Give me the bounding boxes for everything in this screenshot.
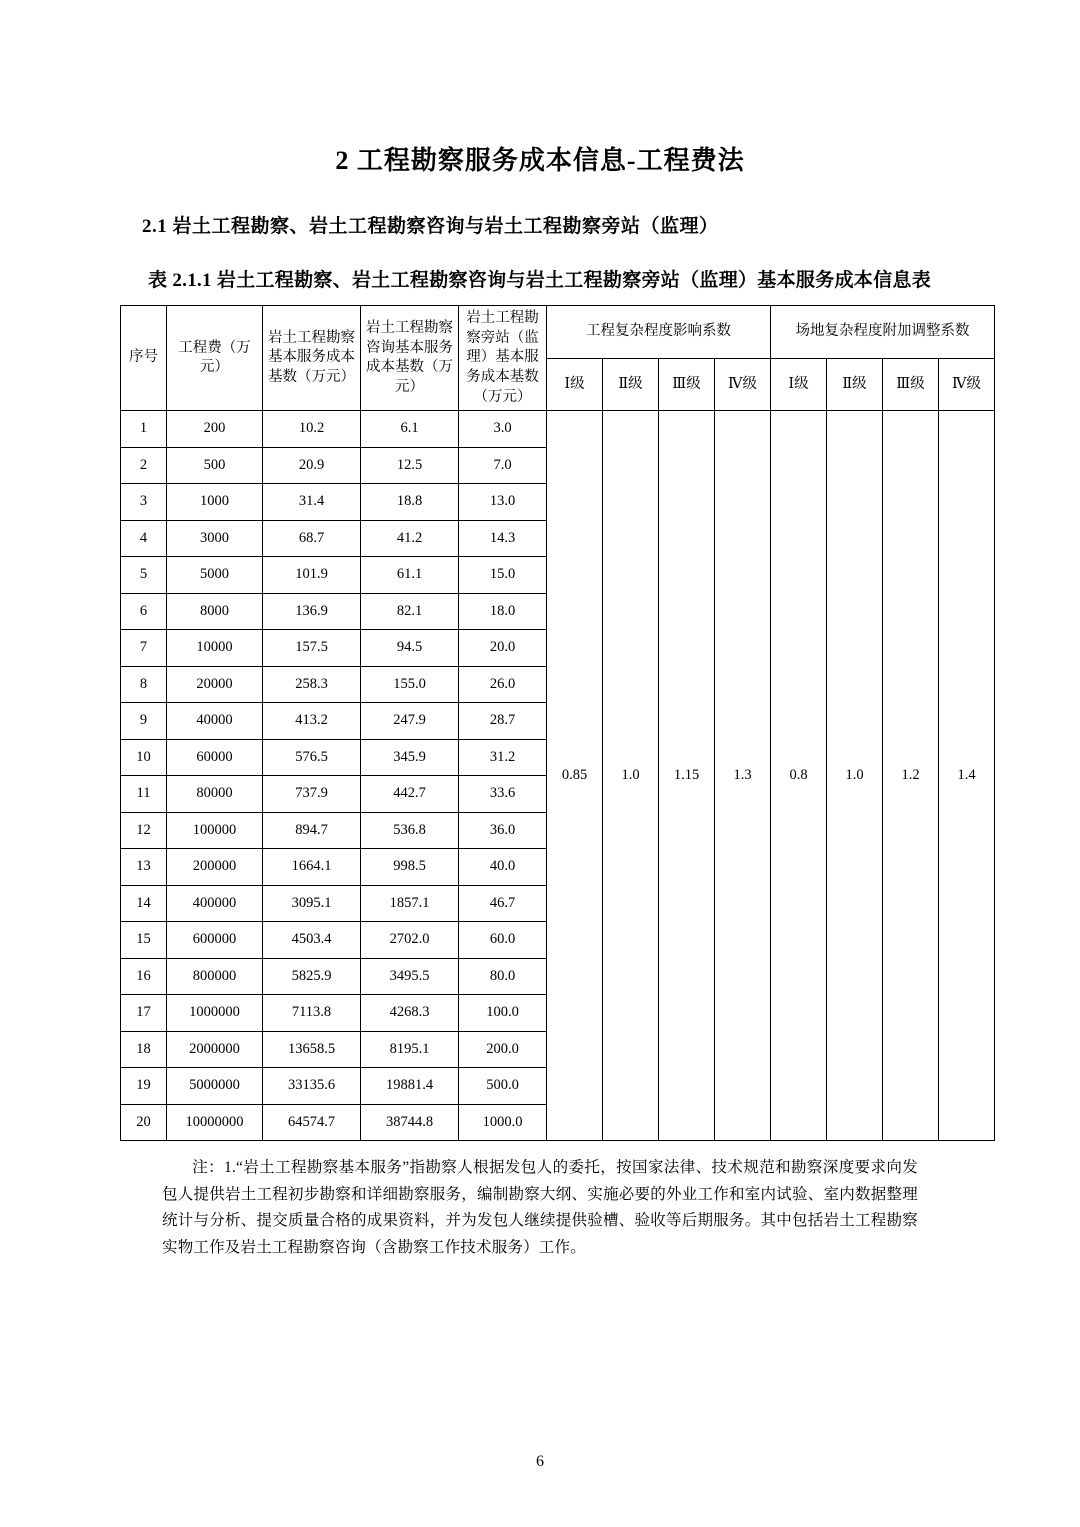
page-title: 2 工程勘察服务成本信息-工程费法: [335, 146, 745, 175]
header-base-survey: 岩土工程勘察基本服务成本基数（万元）: [263, 306, 361, 411]
cell-fee: 5000000: [167, 1068, 263, 1105]
cell-base-consulting: 2702.0: [361, 922, 459, 959]
cell-seq: 6: [121, 593, 167, 630]
header-base-supervision: 岩土工程勘察旁站（监理）基本服务成本基数（万元）: [459, 306, 547, 411]
cell-base-supervision: 80.0: [459, 958, 547, 995]
cell-base-consulting: 12.5: [361, 447, 459, 484]
cell-fee: 200: [167, 411, 263, 448]
cell-base-survey: 737.9: [263, 776, 361, 813]
cell-fee: 500: [167, 447, 263, 484]
cell-seq: 1: [121, 411, 167, 448]
cell-base-survey: 136.9: [263, 593, 361, 630]
cell-base-supervision: 7.0: [459, 447, 547, 484]
table-notes: [120, 1155, 960, 1262]
cell-project-complexity-3: 1.15: [659, 411, 715, 1141]
cell-project-complexity-4: 1.3: [715, 411, 771, 1141]
header-base-consulting: 岩土工程勘察咨询基本服务成本基数（万元）: [361, 306, 459, 411]
cell-seq: 8: [121, 666, 167, 703]
cell-base-consulting: 3495.5: [361, 958, 459, 995]
cell-seq: 19: [121, 1068, 167, 1105]
header-level-1a: Ⅰ级: [547, 358, 603, 410]
cell-base-supervision: 15.0: [459, 557, 547, 594]
cell-fee: 60000: [167, 739, 263, 776]
cell-base-supervision: 200.0: [459, 1031, 547, 1068]
cell-base-survey: 413.2: [263, 703, 361, 740]
cell-site-complexity-2: 1.0: [827, 411, 883, 1141]
page-number: 6: [536, 1453, 544, 1470]
header-group-site-complexity: 场地复杂程度附加调整系数: [771, 306, 995, 358]
cell-base-supervision: 33.6: [459, 776, 547, 813]
cell-base-consulting: 18.8: [361, 484, 459, 521]
cell-fee: 8000: [167, 593, 263, 630]
table-caption: 表 2.1.1 岩土工程勘察、岩土工程勘察咨询与岩土工程勘察旁站（监理）基本服务成本信息表: [148, 270, 932, 291]
header-level-4b: Ⅳ级: [939, 358, 995, 410]
cell-base-consulting: 345.9: [361, 739, 459, 776]
cell-base-survey: 3095.1: [263, 885, 361, 922]
cell-seq: 9: [121, 703, 167, 740]
cell-fee: 10000: [167, 630, 263, 667]
table-row: [121, 411, 995, 448]
cell-seq: 11: [121, 776, 167, 813]
header-level-2a: Ⅱ级: [603, 358, 659, 410]
cell-fee: 1000: [167, 484, 263, 521]
cell-base-consulting: 4268.3: [361, 995, 459, 1032]
table-body: [121, 411, 995, 1141]
cell-fee: 80000: [167, 776, 263, 813]
cell-base-consulting: 41.2: [361, 520, 459, 557]
cell-base-consulting: 155.0: [361, 666, 459, 703]
header-level-3a: Ⅲ级: [659, 358, 715, 410]
cell-fee: 200000: [167, 849, 263, 886]
header-group-project-complexity: 工程复杂程度影响系数: [547, 306, 771, 358]
cell-project-complexity-1: 0.85: [547, 411, 603, 1141]
cell-base-consulting: 1857.1: [361, 885, 459, 922]
cell-base-survey: 20.9: [263, 447, 361, 484]
cell-base-survey: 31.4: [263, 484, 361, 521]
cell-base-consulting: 998.5: [361, 849, 459, 886]
cell-seq: 20: [121, 1104, 167, 1141]
cell-base-supervision: 13.0: [459, 484, 547, 521]
cost-information-table: [120, 305, 995, 1141]
header-level-3b: Ⅲ级: [883, 358, 939, 410]
cell-base-supervision: 18.0: [459, 593, 547, 630]
cell-site-complexity-4: 1.4: [939, 411, 995, 1141]
cell-base-supervision: 14.3: [459, 520, 547, 557]
cell-base-survey: 1664.1: [263, 849, 361, 886]
cell-base-supervision: 60.0: [459, 922, 547, 959]
header-fee: 工程费（万元）: [167, 306, 263, 411]
cell-base-supervision: 40.0: [459, 849, 547, 886]
cell-site-complexity-1: 0.8: [771, 411, 827, 1141]
cell-base-survey: 7113.8: [263, 995, 361, 1032]
cell-base-consulting: 61.1: [361, 557, 459, 594]
cell-base-supervision: 3.0: [459, 411, 547, 448]
header-level-4a: Ⅳ级: [715, 358, 771, 410]
cell-base-supervision: 31.2: [459, 739, 547, 776]
cell-base-survey: 101.9: [263, 557, 361, 594]
cell-fee: 800000: [167, 958, 263, 995]
cell-seq: 4: [121, 520, 167, 557]
cell-fee: 40000: [167, 703, 263, 740]
cell-seq: 3: [121, 484, 167, 521]
cell-fee: 1000000: [167, 995, 263, 1032]
cell-fee: 5000: [167, 557, 263, 594]
cell-fee: 400000: [167, 885, 263, 922]
cell-base-survey: 5825.9: [263, 958, 361, 995]
cell-seq: 10: [121, 739, 167, 776]
cell-seq: 13: [121, 849, 167, 886]
cell-base-consulting: 19881.4: [361, 1068, 459, 1105]
cell-base-consulting: 442.7: [361, 776, 459, 813]
cell-base-consulting: 536.8: [361, 812, 459, 849]
cell-base-survey: 894.7: [263, 812, 361, 849]
cell-seq: 14: [121, 885, 167, 922]
section-heading: 2.1 岩土工程勘察、岩土工程勘察咨询与岩土工程勘察旁站（监理）: [142, 216, 719, 237]
cell-base-consulting: 82.1: [361, 593, 459, 630]
cell-fee: 20000: [167, 666, 263, 703]
notes-text: 注：1.“岩土工程勘察基本服务”指勘察人根据发包人的委托，按国家法律、技术规范和勘察深度要求向发包人提供岩土工程初步勘察和详细勘察服务，编制勘察大纲、实施必要的外业工作和室内试验、室内数据整理统计与分析、提交质量合格的成果资料，并为发包人继续提供验槽、验收等后期服务。其中包括岩土工程勘察实物工作及岩土工程勘察咨询（含勘察工作技术服务）工作。: [162, 1159, 918, 1257]
cell-base-consulting: 8195.1: [361, 1031, 459, 1068]
cell-seq: 17: [121, 995, 167, 1032]
cell-fee: 600000: [167, 922, 263, 959]
cell-base-survey: 33135.6: [263, 1068, 361, 1105]
cell-base-supervision: 1000.0: [459, 1104, 547, 1141]
cell-seq: 7: [121, 630, 167, 667]
cell-base-consulting: 94.5: [361, 630, 459, 667]
cell-base-supervision: 26.0: [459, 666, 547, 703]
cell-base-consulting: 247.9: [361, 703, 459, 740]
cell-base-survey: 68.7: [263, 520, 361, 557]
cell-base-supervision: 46.7: [459, 885, 547, 922]
cell-base-survey: 10.2: [263, 411, 361, 448]
header-level-1b: Ⅰ级: [771, 358, 827, 410]
cell-fee: 2000000: [167, 1031, 263, 1068]
cell-project-complexity-2: 1.0: [603, 411, 659, 1141]
cell-fee: 3000: [167, 520, 263, 557]
cell-base-survey: 576.5: [263, 739, 361, 776]
table-header: [121, 306, 995, 411]
cell-base-supervision: 500.0: [459, 1068, 547, 1105]
header-level-2b: Ⅱ级: [827, 358, 883, 410]
cell-base-survey: 258.3: [263, 666, 361, 703]
cell-base-supervision: 28.7: [459, 703, 547, 740]
cell-base-supervision: 36.0: [459, 812, 547, 849]
cell-fee: 100000: [167, 812, 263, 849]
cell-seq: 2: [121, 447, 167, 484]
cell-base-survey: 64574.7: [263, 1104, 361, 1141]
cell-base-survey: 4503.4: [263, 922, 361, 959]
cell-seq: 12: [121, 812, 167, 849]
cell-base-supervision: 100.0: [459, 995, 547, 1032]
cell-base-supervision: 20.0: [459, 630, 547, 667]
cell-base-consulting: 6.1: [361, 411, 459, 448]
cell-base-survey: 157.5: [263, 630, 361, 667]
cell-base-survey: 13658.5: [263, 1031, 361, 1068]
cell-fee: 10000000: [167, 1104, 263, 1141]
cell-base-consulting: 38744.8: [361, 1104, 459, 1141]
cell-seq: 18: [121, 1031, 167, 1068]
cell-site-complexity-3: 1.2: [883, 411, 939, 1141]
cell-seq: 5: [121, 557, 167, 594]
header-seq: 序号: [121, 306, 167, 411]
cell-seq: 15: [121, 922, 167, 959]
cell-seq: 16: [121, 958, 167, 995]
